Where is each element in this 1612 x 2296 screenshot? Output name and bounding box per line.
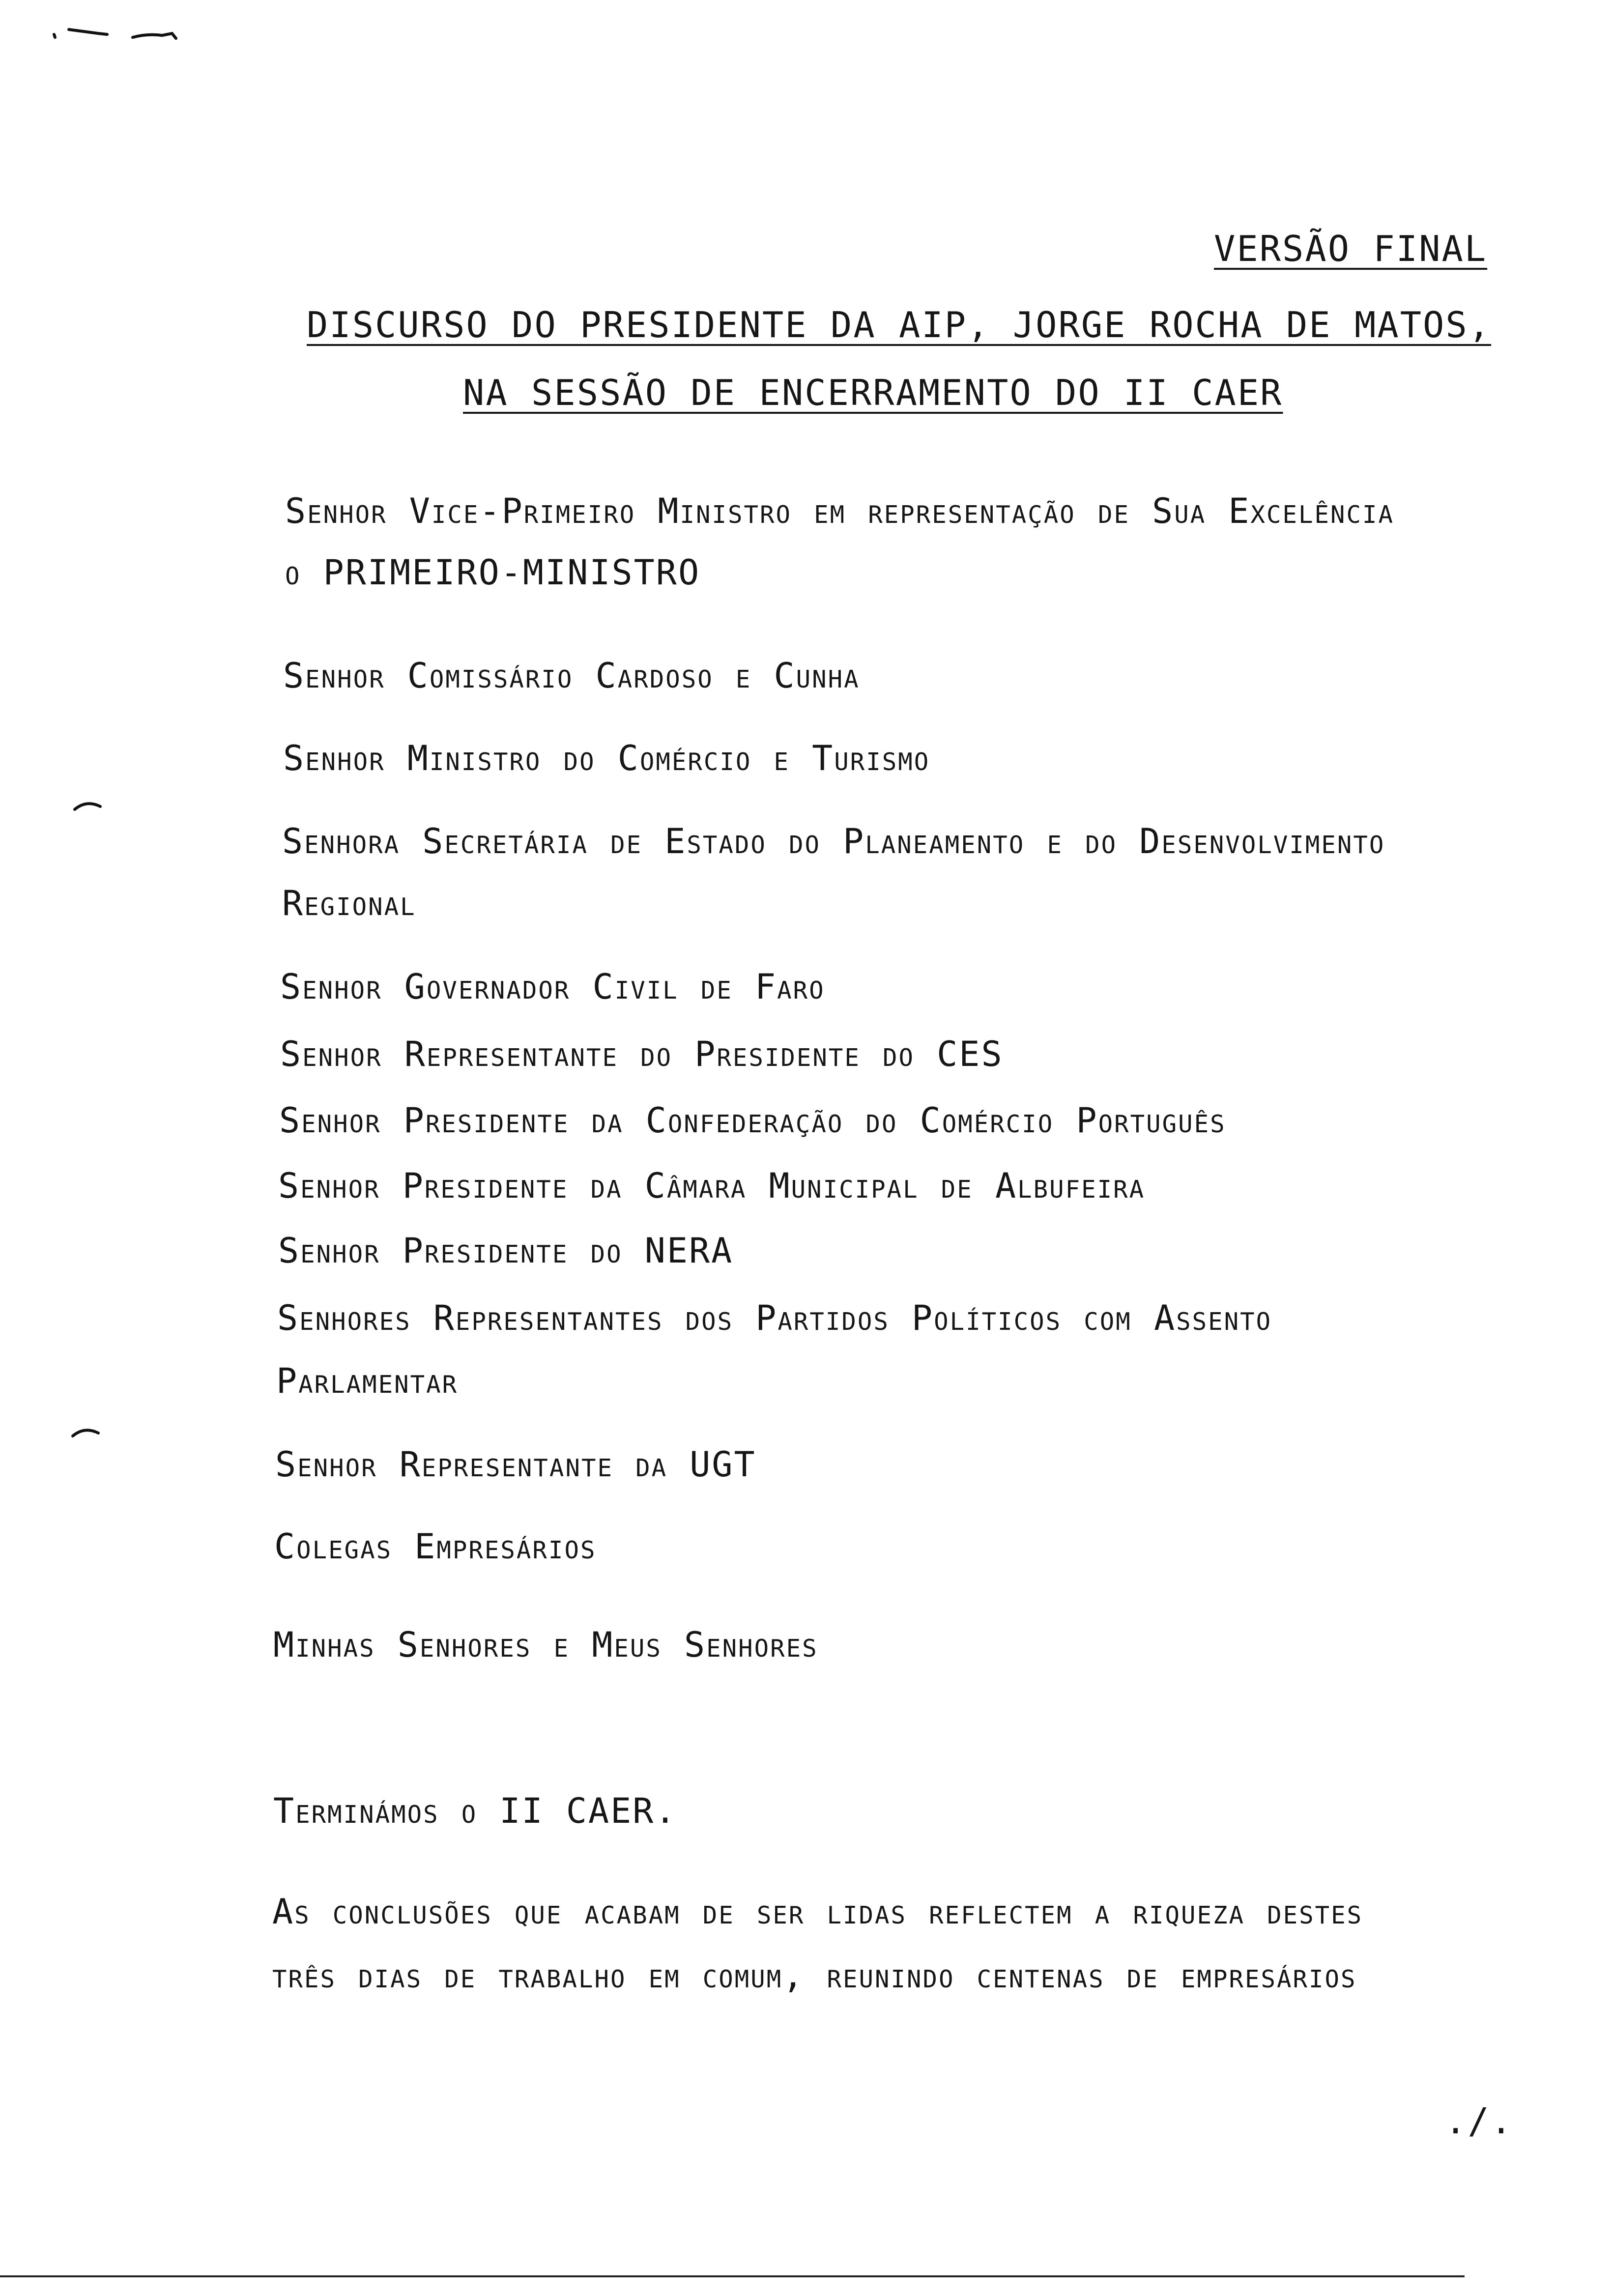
opening-sentence: Terminámos o II CAER.: [273, 1791, 677, 1831]
version-label: VERSÃO FINAL: [1214, 228, 1488, 269]
salutation-line: Senhor Comissário Cardoso e Cunha: [283, 656, 860, 696]
salutation-line: Senhor Presidente do NERA: [278, 1231, 734, 1271]
salutation-line: Parlamentar: [276, 1361, 459, 1401]
paragraph-line: As conclusões que acabam de ser lidas reflectem a riqueza destes: [272, 1892, 1363, 1932]
salutation-line: Senhor Representante do Presidente do CES: [280, 1034, 1004, 1074]
salutation-line: Minhas Senhores e Meus Senhores: [273, 1625, 818, 1665]
scan-edge-line: [0, 2275, 1465, 2277]
scan-mark-top-left: [49, 25, 197, 54]
salutation-line: Senhor Presidente da Confederação do Comércio Português: [279, 1100, 1226, 1141]
document-title-line-1: DISCURSO DO PRESIDENTE DA AIP, JORGE ROCHA DE MATOS,: [307, 304, 1492, 345]
salutation-line: Senhor Vice-Primeiro Ministro em representação de Sua Excelência: [285, 491, 1395, 531]
salutation-line: Senhor Governador Civil de Faro: [280, 967, 825, 1007]
salutation-line: Senhor Ministro do Comércio e Turismo: [283, 738, 930, 778]
scan-mark-left-2: [71, 1425, 100, 1440]
salutation-line: o PRIMEIRO-MINISTRO: [285, 552, 701, 593]
salutation-line: Senhor Representante da UGT: [275, 1444, 756, 1485]
salutation-line: Senhores Representantes dos Partidos Políticos com Assento: [277, 1298, 1272, 1338]
salutation-line: Regional: [282, 883, 416, 923]
salutation-line: Senhora Secretária de Estado do Planeamento e do Desenvolvimento: [282, 821, 1385, 861]
scan-mark-left-1: [73, 799, 102, 813]
paragraph-line: três dias de trabalho em comum, reunindo centenas de empresários: [272, 1955, 1357, 1996]
salutation-line: Colegas Empresários: [274, 1526, 597, 1567]
continuation-mark: ./.: [1445, 2100, 1514, 2142]
document-title-line-2: NA SESSÃO DE ENCERRAMENTO DO II CAER: [463, 372, 1283, 413]
salutation-line: Senhor Presidente da Câmara Municipal de Albufeira: [278, 1166, 1146, 1206]
